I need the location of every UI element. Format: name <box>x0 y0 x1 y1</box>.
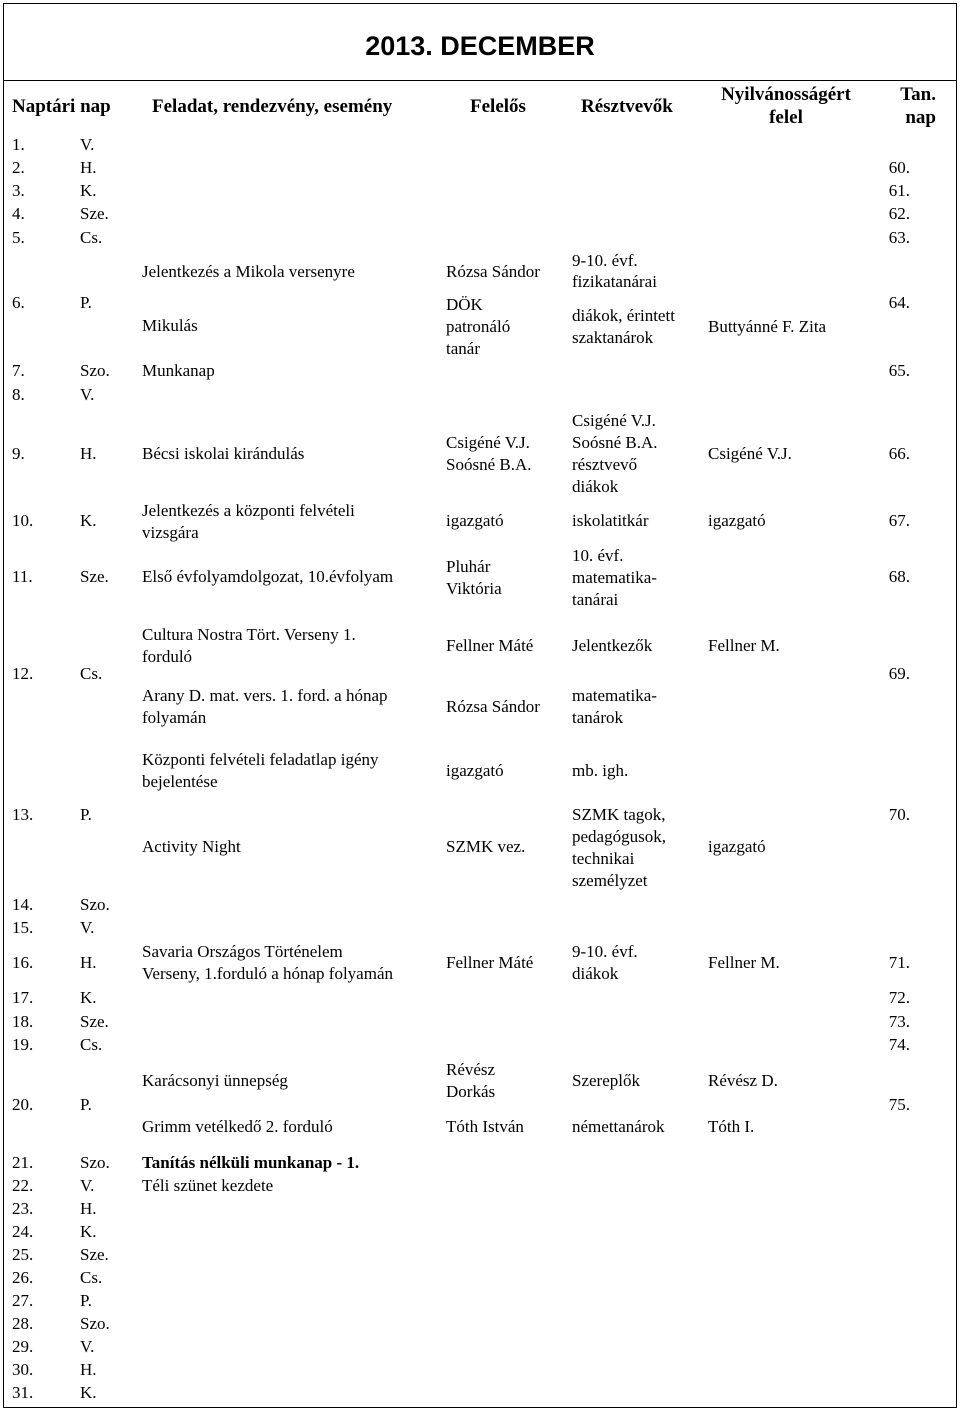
event-participants: résztvevő <box>572 455 638 474</box>
date-day: 25. <box>12 1245 34 1264</box>
event-participants: tanárok <box>572 708 623 727</box>
event-publicity: Fellner M. <box>708 636 780 655</box>
event-publicity: igazgató <box>708 511 766 530</box>
date-day: 10. <box>12 511 34 530</box>
school-day-number: 67. <box>888 511 910 530</box>
date-day: 31. <box>12 1383 34 1402</box>
event-task: Verseny, 1.forduló a hónap folyamán <box>142 964 393 983</box>
date-day: 12. <box>12 664 34 683</box>
header-date: Naptári nap <box>12 96 111 117</box>
event-task: Activity Night <box>142 837 241 856</box>
date-day: 19. <box>12 1035 34 1054</box>
date-weekday: H. <box>80 1360 97 1379</box>
header-task: Feladat, rendezvény, esemény <box>152 96 393 117</box>
event-participants: személyzet <box>572 871 648 890</box>
event-participants: némettanárok <box>572 1117 665 1136</box>
event-responsible: Fellner Máté <box>446 636 534 655</box>
event-participants: mb. igh. <box>572 761 629 780</box>
event-task: vizsgára <box>142 523 199 542</box>
date-weekday: K. <box>80 511 97 530</box>
event-responsible: patronáló <box>446 317 511 336</box>
date-weekday: K. <box>80 1383 97 1402</box>
date-weekday: K. <box>80 181 97 200</box>
date-weekday: P. <box>80 805 92 824</box>
date-weekday: V. <box>80 135 95 154</box>
date-weekday: Sze. <box>80 204 109 223</box>
event-task: Tanítás nélküli munkanap - 1. <box>142 1153 360 1172</box>
event-publicity: Fellner M. <box>708 953 780 972</box>
date-weekday: Cs. <box>80 664 103 683</box>
date-weekday: Szo. <box>80 361 110 380</box>
date-weekday: P. <box>80 1291 92 1310</box>
event-responsible: tanár <box>446 339 480 358</box>
header-school-day-2: nap <box>905 107 936 128</box>
event-task: Munkanap <box>142 361 215 380</box>
date-day: 11. <box>12 567 33 586</box>
school-day-number: 74. <box>888 1035 910 1054</box>
date-weekday: Szo. <box>80 1153 110 1172</box>
page-title: 2013. DECEMBER <box>365 31 595 61</box>
date-weekday: P. <box>80 293 92 312</box>
date-weekday: H. <box>80 1199 97 1218</box>
event-participants: diákok <box>572 964 619 983</box>
date-day: 1. <box>12 135 25 154</box>
date-weekday: Szo. <box>80 1314 110 1333</box>
date-day: 4. <box>12 204 25 223</box>
event-task: Mikulás <box>142 316 198 335</box>
event-task: Karácsonyi ünnepség <box>142 1071 288 1090</box>
date-weekday: V. <box>80 1176 95 1195</box>
event-publicity: Révész D. <box>708 1071 778 1090</box>
date-day: 8. <box>12 385 25 404</box>
date-day: 6. <box>12 293 25 312</box>
event-responsible: Rózsa Sándor <box>446 262 540 281</box>
date-day: 3. <box>12 181 25 200</box>
event-task: Cultura Nostra Tört. Verseny 1. <box>142 625 356 644</box>
event-task: Jelentkezés a Mikola versenyre <box>142 262 355 281</box>
school-day-number: 69. <box>888 664 910 683</box>
date-weekday: K. <box>80 988 97 1007</box>
date-day: 20. <box>12 1095 34 1114</box>
event-participants: matematika- <box>572 568 657 587</box>
school-day-number: 73. <box>888 1012 910 1031</box>
date-day: 26. <box>12 1268 34 1287</box>
event-task: forduló <box>142 647 193 666</box>
event-publicity: Csigéné V.J. <box>708 444 792 463</box>
event-participants: Jelentkezők <box>572 636 653 655</box>
event-participants: Csigéné V.J. <box>572 411 656 430</box>
event-responsible: SZMK vez. <box>446 837 526 856</box>
header-school-day-1: Tan. <box>900 84 936 105</box>
date-day: 14. <box>12 895 34 914</box>
date-weekday: H. <box>80 158 97 177</box>
date-day: 30. <box>12 1360 34 1379</box>
event-responsible: Tóth István <box>446 1117 524 1136</box>
event-participants: technikai <box>572 849 635 868</box>
school-day-number: 61. <box>888 181 910 200</box>
school-day-number: 66. <box>888 444 910 463</box>
event-participants: 9-10. évf. <box>572 251 638 270</box>
date-weekday: K. <box>80 1222 97 1241</box>
header-responsible: Felelős <box>470 96 526 117</box>
header-participants: Résztvevők <box>581 96 673 117</box>
school-day-number: 72. <box>888 988 910 1007</box>
date-day: 22. <box>12 1176 34 1195</box>
event-participants: tanárai <box>572 590 619 609</box>
date-day: 29. <box>12 1337 34 1356</box>
event-participants: diákok, érintett <box>572 306 675 325</box>
event-responsible: Pluhár <box>446 557 491 576</box>
event-responsible: Rózsa Sándor <box>446 697 540 716</box>
event-responsible: Révész <box>446 1060 496 1079</box>
event-task: Jelentkezés a központi felvételi <box>142 501 355 520</box>
date-weekday: V. <box>80 385 95 404</box>
date-day: 5. <box>12 228 25 247</box>
event-participants: szaktanárok <box>572 328 654 347</box>
event-task: Savaria Országos Történelem <box>142 942 343 961</box>
event-responsible: DÖK <box>446 295 483 314</box>
event-participants: 10. évf. <box>572 546 624 565</box>
school-day-number: 75. <box>888 1095 910 1114</box>
date-weekday: Cs. <box>80 1035 103 1054</box>
event-participants: matematika- <box>572 686 657 705</box>
date-day: 17. <box>12 988 34 1007</box>
date-day: 2. <box>12 158 25 177</box>
event-publicity: Buttyánné F. Zita <box>708 317 827 336</box>
event-participants: iskolatitkár <box>572 511 649 530</box>
event-participants: Soósné B.A. <box>572 433 658 452</box>
date-day: 15. <box>12 918 34 937</box>
date-weekday: Cs. <box>80 228 103 247</box>
school-day-number: 60. <box>888 158 910 177</box>
event-responsible: Viktória <box>446 579 502 598</box>
date-day: 27. <box>12 1291 34 1310</box>
school-day-number: 63. <box>888 228 910 247</box>
event-task: Arany D. mat. vers. 1. ford. a hónap <box>142 686 388 705</box>
event-task: Grimm vetélkedő 2. forduló <box>142 1117 333 1136</box>
event-participants: Szereplők <box>572 1071 640 1090</box>
date-weekday: H. <box>80 953 97 972</box>
date-day: 21. <box>12 1153 34 1172</box>
date-day: 13. <box>12 805 34 824</box>
date-day: 28. <box>12 1314 34 1333</box>
school-day-number: 68. <box>888 567 910 586</box>
event-responsible: Fellner Máté <box>446 953 534 972</box>
event-participants: SZMK tagok, <box>572 805 666 824</box>
event-task: folyamán <box>142 708 207 727</box>
event-participants: diákok <box>572 477 619 496</box>
date-weekday: Sze. <box>80 567 109 586</box>
event-task: Téli szünet kezdete <box>142 1176 274 1195</box>
school-day-number: 65. <box>888 361 910 380</box>
school-day-number: 64. <box>888 293 910 312</box>
event-responsible: Dorkás <box>446 1082 496 1101</box>
date-weekday: Cs. <box>80 1268 103 1287</box>
header-publicity-1: Nyilvánosságért <box>721 84 851 105</box>
header-publicity-2: felel <box>769 107 803 128</box>
event-participants: 9-10. évf. <box>572 942 638 961</box>
event-participants: fizikatanárai <box>572 272 657 291</box>
school-day-number: 62. <box>888 204 910 223</box>
date-day: 9. <box>12 444 25 463</box>
event-publicity: Tóth I. <box>708 1117 755 1136</box>
date-day: 7. <box>12 361 25 380</box>
event-publicity: igazgató <box>708 837 766 856</box>
event-task: bejelentése <box>142 772 218 791</box>
date-weekday: P. <box>80 1095 92 1114</box>
date-day: 23. <box>12 1199 34 1218</box>
date-weekday: Sze. <box>80 1245 109 1264</box>
date-day: 18. <box>12 1012 34 1031</box>
event-responsible: igazgató <box>446 511 504 530</box>
event-task: Bécsi iskolai kirándulás <box>142 444 305 463</box>
school-day-number: 71. <box>888 953 910 972</box>
date-day: 16. <box>12 953 34 972</box>
date-day: 24. <box>12 1222 34 1241</box>
date-weekday: Sze. <box>80 1012 109 1031</box>
event-task: Központi felvételi feladatlap igény <box>142 750 379 769</box>
event-responsible: Csigéné V.J. <box>446 433 530 452</box>
date-weekday: H. <box>80 444 97 463</box>
event-participants: pedagógusok, <box>572 827 666 846</box>
title-box <box>3 3 957 81</box>
date-weekday: V. <box>80 1337 95 1356</box>
date-weekday: Szo. <box>80 895 110 914</box>
event-task: Első évfolyamdolgozat, 10.évfolyam <box>142 567 394 586</box>
event-responsible: igazgató <box>446 761 504 780</box>
event-responsible: Soósné B.A. <box>446 455 532 474</box>
school-day-number: 70. <box>888 805 910 824</box>
date-weekday: V. <box>80 918 95 937</box>
